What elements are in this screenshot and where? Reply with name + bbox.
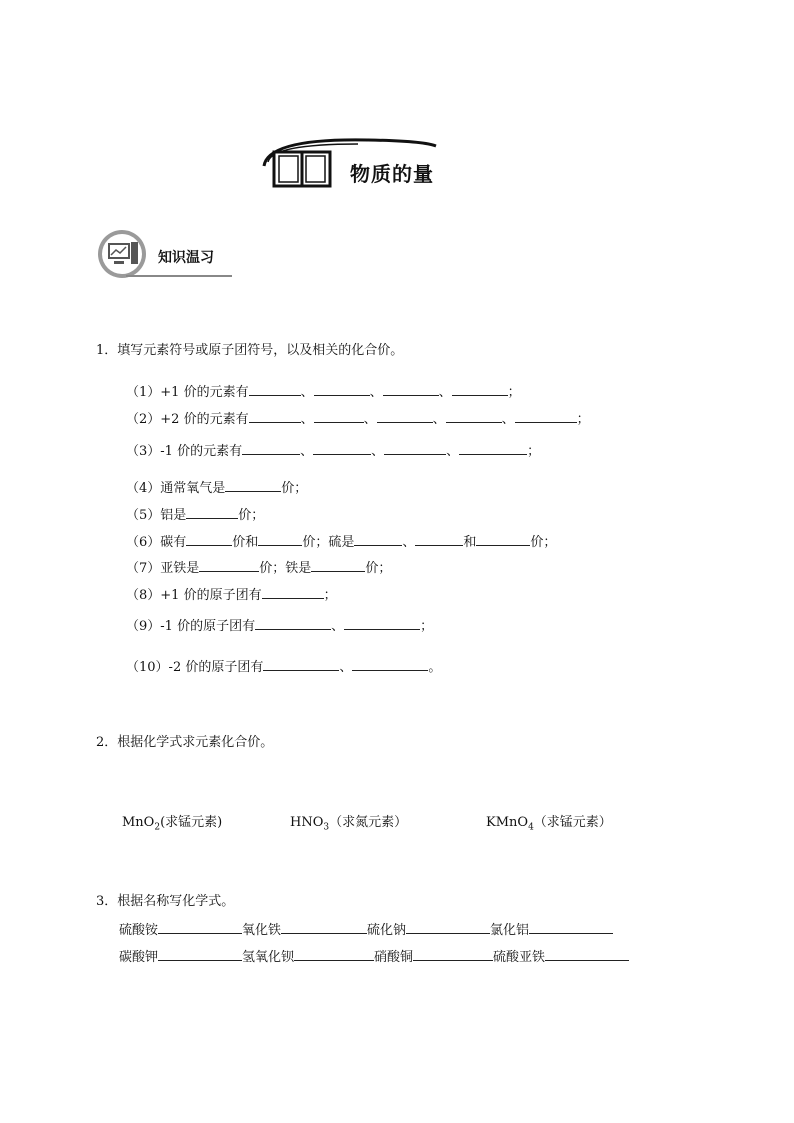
section-title: 知识温习 [158,250,214,266]
separator: ； [507,385,521,400]
answer-blank[interactable] [452,382,508,396]
answer-blank[interactable] [413,947,493,961]
q1-item-1 [126,382,521,401]
formula-text: KMnO [486,815,529,830]
answer-blank[interactable] [255,616,331,630]
formula-text: HNO [290,815,324,830]
answer-blank[interactable] [377,409,433,423]
answer-blank[interactable] [186,532,232,546]
compound-name: 碳酸钾 [119,950,159,965]
question-3-stem: 3．根据名称写化学式。 [96,894,235,909]
q1-item-7 [126,558,391,577]
item-number: （7） [126,561,161,576]
q1-item-10 [126,657,441,676]
formula-note: （求锰元素） [533,815,612,830]
item-text: -1 价的元素有 [160,444,243,459]
separator: 、 [402,535,416,550]
separator: 、 [438,385,452,400]
formula-2 [290,815,407,836]
answer-blank[interactable] [262,585,324,599]
separator: 、 [300,412,314,427]
item-text: 铝是 [160,508,187,523]
item-text: 通常氧气是 [160,481,226,496]
item-text: 价； [365,561,392,576]
question-2-stem: 2．根据化学式求元素化合价。 [96,735,274,750]
formula-subscript: 2 [154,822,161,833]
q3-row-1 [119,920,613,939]
monitor-icon [96,228,156,280]
answer-blank[interactable] [459,441,527,455]
answer-blank[interactable] [406,920,490,934]
separator: 、 [446,444,460,459]
separator: 、 [300,444,314,459]
separator: 、 [339,660,353,675]
separator: 、 [369,385,383,400]
item-text: 价；铁是 [259,561,312,576]
answer-blank[interactable] [354,532,402,546]
item-text: 亚铁是 [160,561,200,576]
separator: 、 [331,619,345,634]
q1-item-6 [126,532,556,551]
item-text: -1 价的原子团有 [160,619,256,634]
item-text: 和 [463,535,477,550]
item-number: （3） [126,444,161,459]
q1-item-9 [126,616,433,635]
item-number: （9） [126,619,161,634]
item-text: 。 [428,660,442,675]
item-text: -2 价的原子团有 [168,660,264,675]
answer-blank[interactable] [158,947,242,961]
answer-blank[interactable] [529,920,613,934]
item-text: 价； [281,481,308,496]
compound-name: 硫酸铵 [119,923,159,938]
separator: 、 [363,412,377,427]
answer-blank[interactable] [225,478,281,492]
compound-name: 硫酸亚铁 [493,950,546,965]
answer-blank[interactable] [545,947,629,961]
answer-blank[interactable] [294,947,374,961]
formula-note: (求锰元素) [160,815,223,830]
answer-blank[interactable] [263,657,339,671]
compound-name: 硫化钠 [367,923,407,938]
item-text: +1 价的原子团有 [160,588,262,603]
q1-item-5 [126,505,264,524]
q1-item-2 [126,409,590,428]
formula-3 [486,815,612,836]
separator: 、 [300,385,314,400]
q1-item-3 [126,441,540,460]
compound-name: 硝酸铜 [374,950,414,965]
item-number: （2） [126,412,161,427]
page-title: 物质的量 [350,162,434,186]
separator: ； [527,444,541,459]
section-header [96,228,236,280]
answer-blank[interactable] [242,441,300,455]
separator: ； [420,619,434,634]
answer-blank[interactable] [515,409,577,423]
section-underline [126,275,232,277]
answer-blank[interactable] [383,382,439,396]
title-banner [258,132,458,192]
item-text: 价和 [232,535,259,550]
compound-name: 氧化铁 [242,923,282,938]
separator: 、 [371,444,385,459]
answer-blank[interactable] [258,532,302,546]
item-text: 价； [238,508,265,523]
answer-blank[interactable] [446,409,502,423]
q1-item-8 [126,585,337,604]
answer-blank[interactable] [186,505,238,519]
item-text: +1 价的元素有 [160,385,249,400]
item-number: （5） [126,508,161,523]
answer-blank[interactable] [158,920,242,934]
answer-blank[interactable] [314,382,370,396]
answer-blank[interactable] [311,558,365,572]
answer-blank[interactable] [249,409,301,423]
item-text: 碳有 [160,535,187,550]
answer-blank[interactable] [314,409,364,423]
formula-note: （求氮元素） [329,815,408,830]
answer-blank[interactable] [384,441,446,455]
answer-blank[interactable] [199,558,259,572]
item-number: （4） [126,481,161,496]
answer-blank[interactable] [313,441,371,455]
answer-blank[interactable] [352,657,428,671]
q1-item-4 [126,478,307,497]
item-number: （6） [126,535,161,550]
compound-name: 氯化铝 [490,923,530,938]
item-number: （1） [126,385,161,400]
question-1-stem: 1．填写元素符号或原子团符号，以及相关的化合价。 [96,343,404,358]
item-number: （10） [126,660,169,675]
item-text: 价； [530,535,557,550]
formula-subscript: 4 [528,822,534,833]
formula-1 [122,815,222,836]
separator: ； [576,412,590,427]
q3-row-2 [119,947,629,966]
answer-blank[interactable] [281,920,367,934]
formula-subscript: 3 [323,822,330,833]
separator: 、 [432,412,446,427]
answer-blank[interactable] [476,532,530,546]
item-text: +2 价的元素有 [160,412,249,427]
formula-text: MnO [122,815,155,830]
item-number: （8） [126,588,161,603]
item-text: 价；硫是 [302,535,355,550]
separator: ； [323,588,337,603]
answer-blank[interactable] [415,532,463,546]
separator: 、 [501,412,515,427]
answer-blank[interactable] [249,382,301,396]
answer-blank[interactable] [344,616,420,630]
compound-name: 氢氧化钡 [242,950,295,965]
